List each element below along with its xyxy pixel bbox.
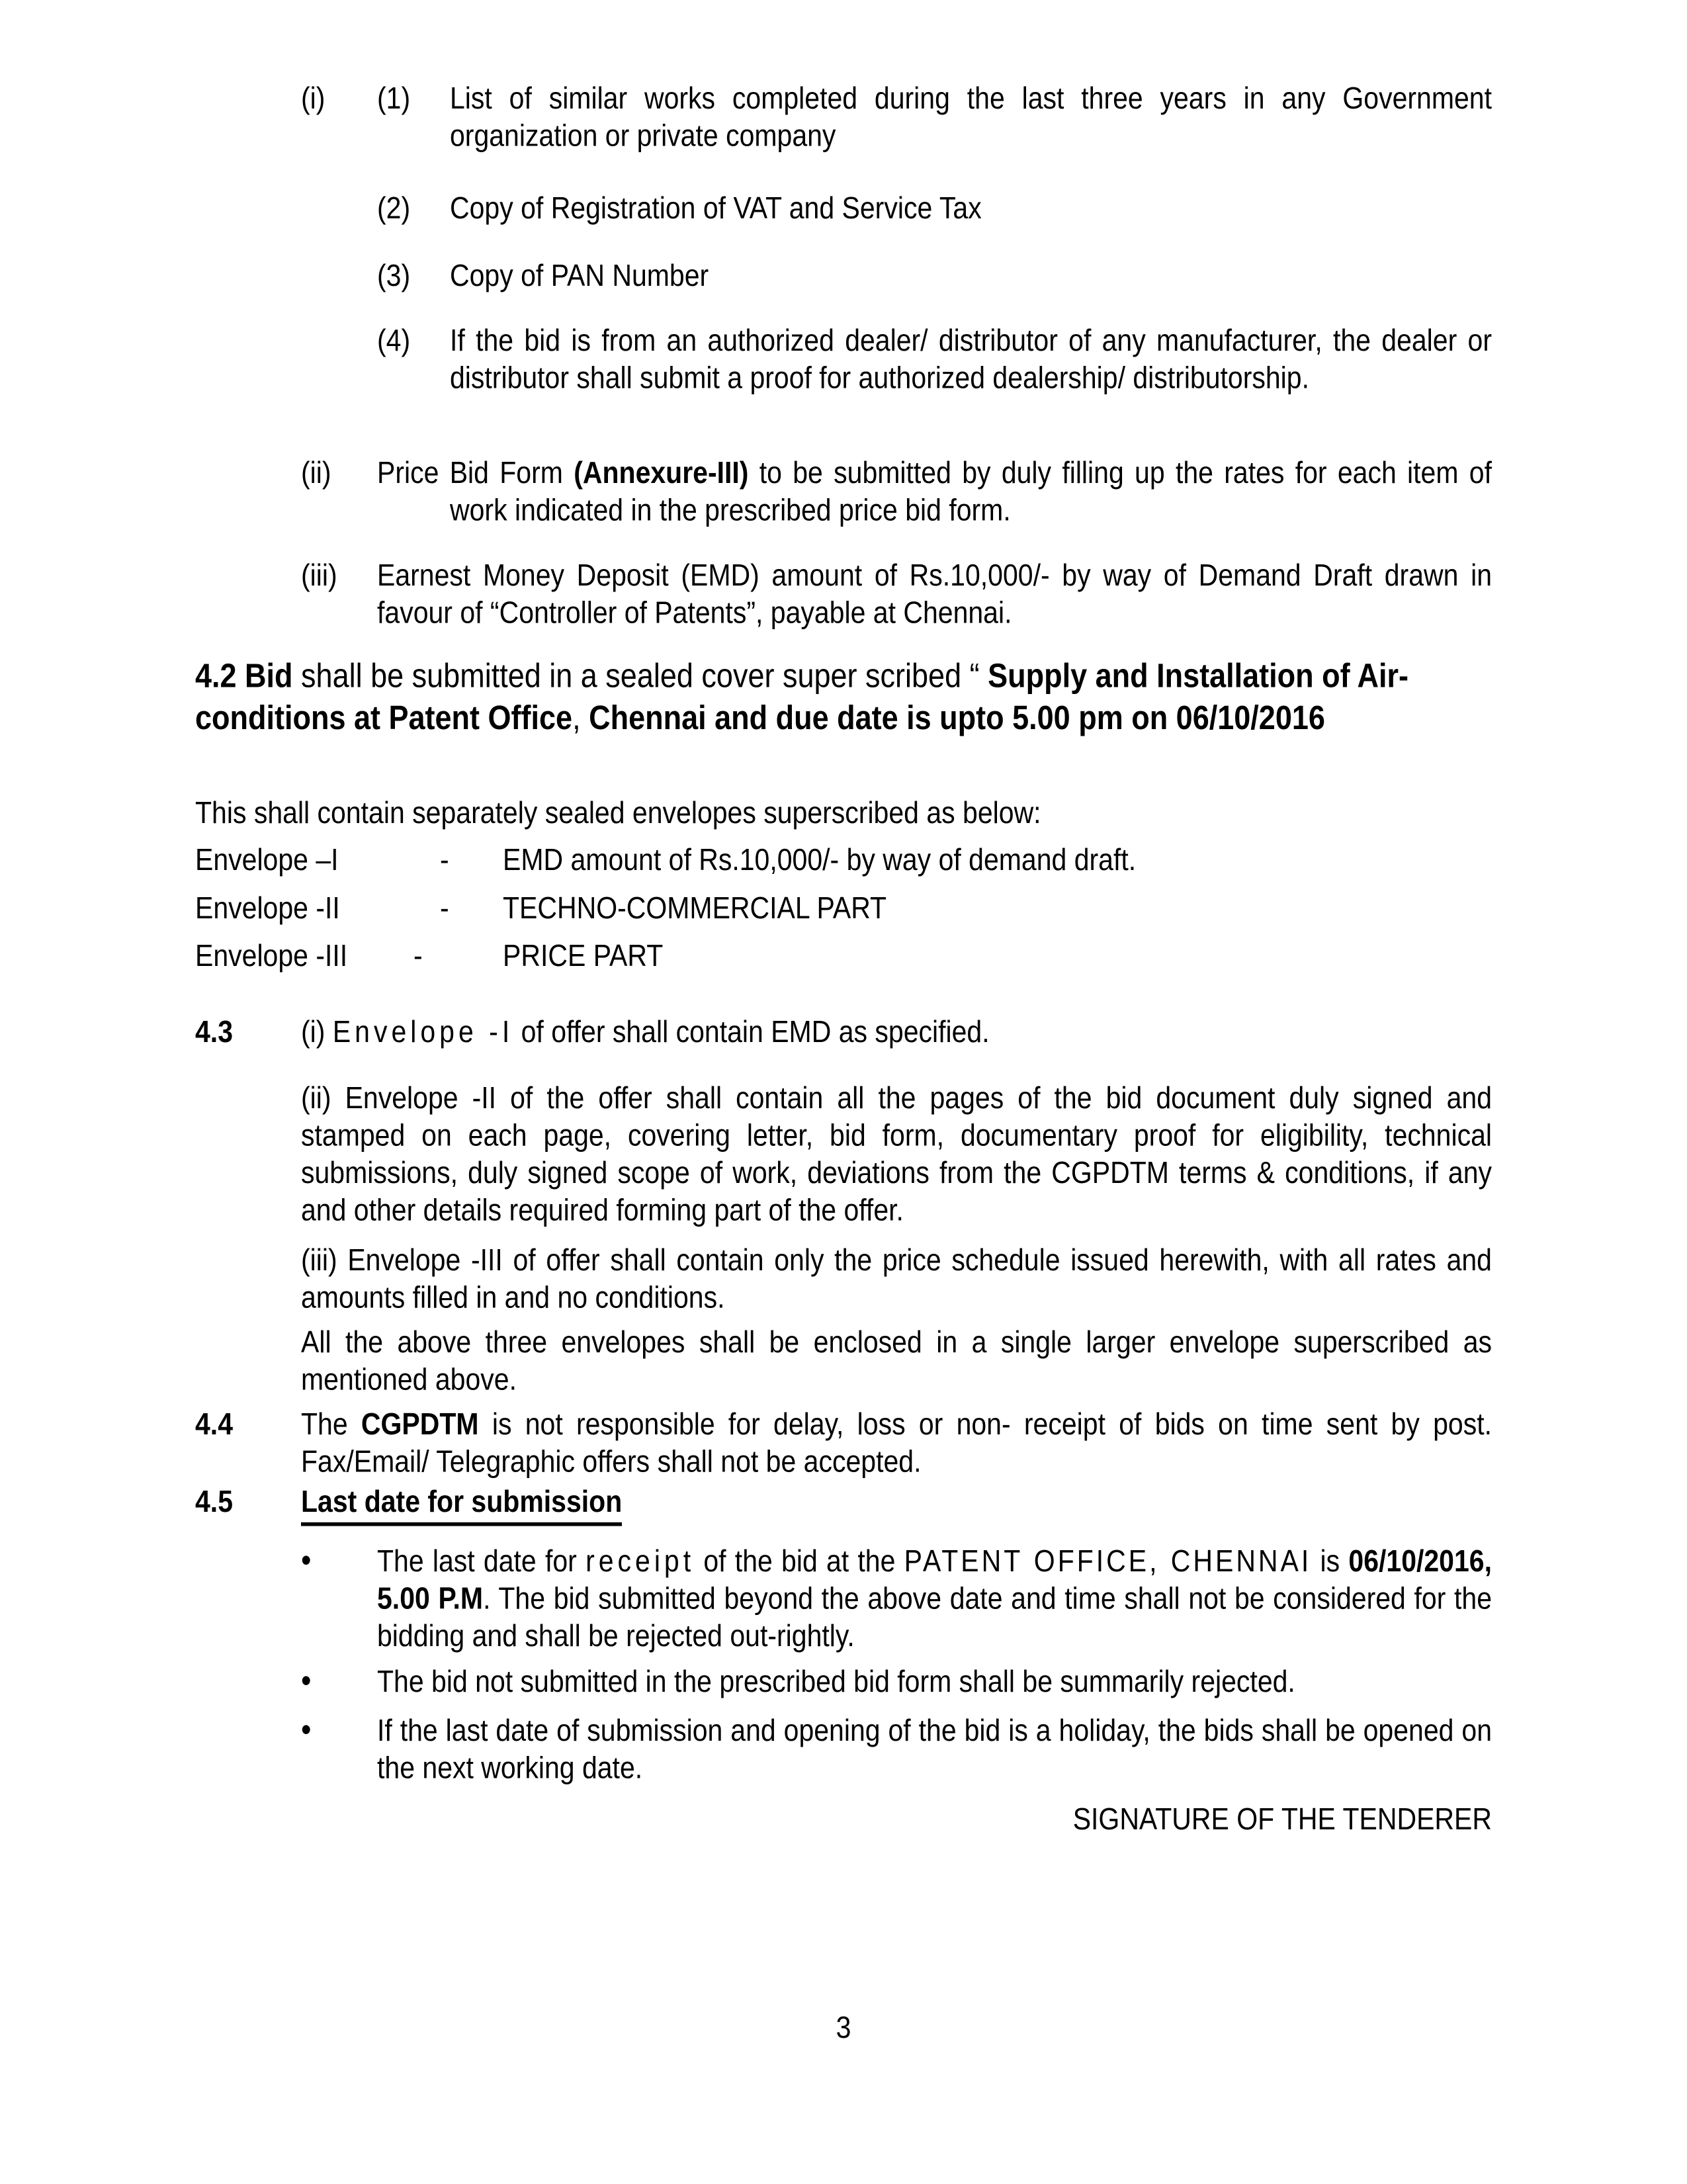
list-item-ii (301, 454, 1492, 529)
bullet-icon: • (301, 1712, 312, 1749)
bullet-1 (301, 1542, 1492, 1655)
clause-number: 4.2 Bid (195, 656, 293, 695)
clause-4-3-note: All the above three envelopes shall be enclosed in a single larger envelope superscribed as mentioned above. (301, 1325, 1492, 1397)
bullet-icon: • (301, 1542, 312, 1579)
text-segment-bold: Supply and Installation of Air- conditions at Patent Office (195, 656, 1408, 737)
envelope-dash: - (440, 842, 449, 877)
item-text: Copy of PAN Number (450, 258, 709, 293)
text-segment: . The bid submitted beyond the above date and time shall not be considered for the bidding and shall be rejected out-rightly. (377, 1581, 1492, 1653)
clause-4-3-iii: (iii) Envelope -III of offer shall contain only the price schedule issued herewith, with all rates and amounts filled in and no conditions. (301, 1243, 1492, 1315)
envelope-row-3 (195, 937, 1492, 975)
envelope-desc: TECHNO-COMMERCIAL PART (503, 891, 887, 926)
item-label-roman: (ii) (301, 455, 331, 490)
text-segment-bold: Chennai and due date is upto 5.00 pm on 06/10/2016 (589, 698, 1325, 737)
list-item-2 (377, 189, 1492, 227)
text-segment: , (572, 698, 589, 737)
clause-text (301, 1405, 1492, 1480)
heading-underlined: Last date for submission (301, 1484, 622, 1526)
text-segment-bold: CGPDTM (361, 1407, 479, 1442)
bullet-text: If the last date of submission and opening of the bid is a holiday, the bids shall be opened on the next working date. (377, 1713, 1492, 1785)
text-segment-letterspaced: PATENT OFFICE, CHENNAI (904, 1544, 1312, 1579)
text-segment: of offer shall contain EMD as specified. (513, 1014, 990, 1049)
item-text (377, 454, 1492, 529)
text-segment: of the bid at the (695, 1544, 904, 1579)
envelope-label: Envelope –I (195, 842, 339, 877)
envelope-desc: PRICE PART (503, 938, 664, 973)
clause-4-2 (195, 655, 1465, 739)
text-segment: is (1311, 1544, 1349, 1579)
text-segment: to be submitted by duly filling up the rates for each item of work indicated in the prescribed price bid form. (450, 455, 1492, 527)
item-label-number: (1) (377, 81, 411, 116)
item-text: Earnest Money Deposit (EMD) amount of Rs.10,000/- by way of Demand Draft drawn in favour of “Controller of Patents”, payable at Chennai. (377, 558, 1492, 630)
text-segment-bold: (Annexure-III) (574, 455, 749, 490)
clause-heading (301, 1483, 1492, 1520)
text-segment: The (301, 1407, 361, 1442)
text-segment: is not responsible for delay, loss or non- receipt of bids on time sent by post. Fax/Email/ Telegraphic offers shall not be accepted. (301, 1407, 1492, 1479)
envelope-label: Envelope -III (195, 938, 348, 973)
signature-line: SIGNATURE OF THE TENDERER (1072, 1802, 1492, 1837)
item-label-number: (2) (377, 191, 411, 226)
envelope-dash: - (440, 891, 449, 926)
text-segment-letterspaced: Envelope -I (332, 1014, 514, 1049)
bullet-text (377, 1542, 1492, 1655)
list-item-3 (377, 257, 1492, 294)
clause-number: 4.5 (195, 1484, 233, 1519)
clause-4-5 (195, 1483, 1492, 1520)
page-number: 3 (836, 2010, 851, 2045)
item-text: If the bid is from an authorized dealer/ distributor of any manufacturer, the dealer or distributor shall submit a proof for authorized dealership/ distributorship. (450, 323, 1492, 395)
clause-number: 4.3 (195, 1014, 233, 1049)
bullet-3 (301, 1712, 1492, 1786)
item-label-roman: (i) (301, 81, 325, 116)
clause-4-4 (195, 1405, 1492, 1480)
text-segment-bold: 06/10/2016, (1348, 1544, 1492, 1579)
bullet-text: The bid not submitted in the prescribed bid form shall be summarily rejected. (377, 1664, 1295, 1699)
list-item-4 (377, 322, 1492, 396)
clause-text (301, 1013, 1492, 1051)
item-text: Copy of Registration of VAT and Service Tax (450, 191, 982, 226)
clause-4-3-i (195, 1013, 1492, 1051)
text-segment: (i) (301, 1014, 333, 1049)
envelope-dash: - (413, 938, 423, 973)
envelope-row-1 (195, 841, 1492, 879)
item-label-roman: (iii) (301, 558, 337, 593)
text-segment: The last date for (377, 1544, 586, 1579)
item-text: List of similar works completed during the last three years in any Government organization or private company (450, 81, 1492, 153)
clause-number: 4.4 (195, 1407, 233, 1442)
list-item-i-1 (301, 79, 1492, 154)
text-segment-bold: 5.00 P.M (377, 1581, 484, 1616)
text-segment-letterspaced: receipt (585, 1544, 695, 1579)
text-segment: Price Bid Form (377, 455, 574, 490)
envelope-desc: EMD amount of Rs.10,000/- by way of demand draft. (503, 842, 1137, 877)
envelope-row-2 (195, 889, 1492, 927)
bullet-icon: • (301, 1663, 312, 1700)
item-label-number: (3) (377, 258, 411, 293)
envelope-label: Envelope -II (195, 891, 340, 926)
intro-line: This shall contain separately sealed envelopes superscribed as below: (195, 795, 1041, 830)
list-item-iii (301, 556, 1492, 631)
item-label-number: (4) (377, 323, 411, 358)
bullet-2 (301, 1663, 1492, 1700)
text-segment: shall be submitted in a sealed cover super scribed “ (292, 656, 988, 695)
clause-4-3-ii: (ii) Envelope -II of the offer shall contain all the pages of the bid document duly signed and stamped on each page, covering letter, bid form, documentary proof for eligibility, technical submissions, duly signed scope of work, deviations from the CGPDTM terms & conditions, if any and other details required forming part of the offer. (301, 1080, 1492, 1227)
